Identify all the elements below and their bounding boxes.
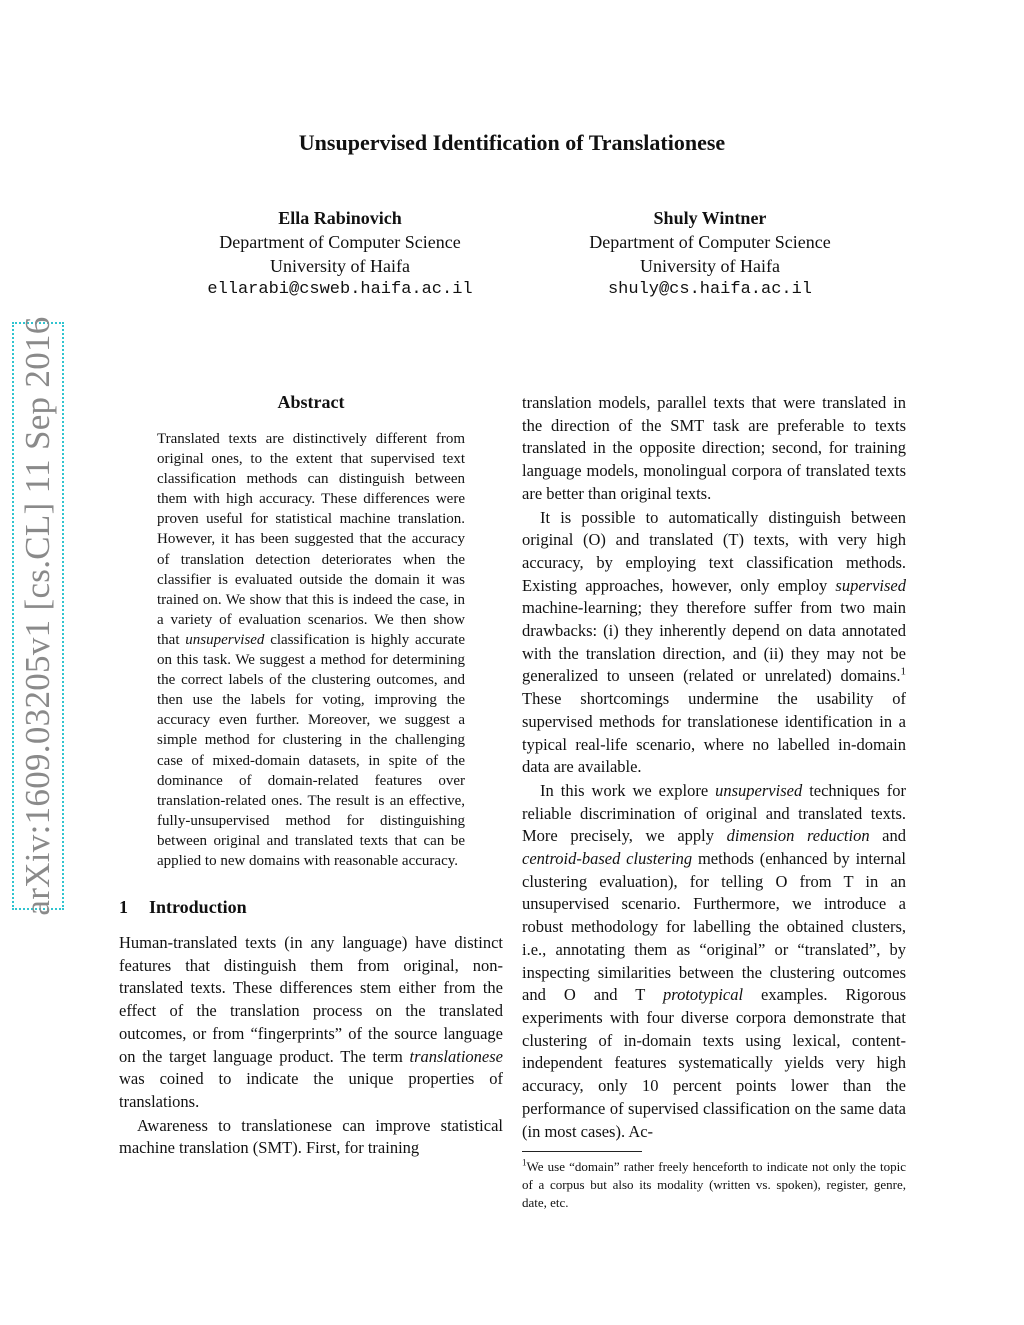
left-column [119, 392, 503, 1160]
paper-title: Unsupervised Identification of Translationese [298, 130, 726, 155]
intro-paragraph-1: Human-translated texts (in any language) have distinct features that distinguish them from original, non-translated texts. These differences stem either from the effect of the translation process on the translated outcomes, or from “fingerprints” of the source language on the target language product. The term translationese was coined to indicate the unique properties of translations. [119, 933, 503, 1111]
right-paragraph-1: translation models, parallel texts that were translated in the direction of the SMT task are preferable to texts translated in the opposite direction; second, for training language models, monolingual corpora of translated texts are better than original texts. [522, 393, 906, 503]
footnote: $^1$We use “domain” rather freely henceforth to indicate not only the topic of a corpus but also its modality (written vs. spoken), register, genre, date, etc. [522, 1157, 906, 1211]
author-university: University of Haifa [640, 256, 780, 276]
footnote-divider [522, 1151, 642, 1152]
arxiv-stamp-text: arXiv:1609.03205v1 [cs.CL] 11 Sep 2016 [18, 316, 57, 916]
author-name: Ella Rabinovich [278, 208, 402, 228]
author-department: Department of Computer Science [219, 232, 461, 252]
section-heading-introduction: 1 Introduction [119, 897, 247, 918]
abstract-text: Translated texts are distinctively different from original ones, to the extent that supervised text classification methods can distinguish between them with high accuracy. These differences were proven useful for statistical machine translation. However, it has been suggested that the accuracy of translation detection deteriorates when the classifier is evaluated outside the domain it was trained on. We show that this is indeed the case, in a variety of evaluation scenarios. We then show that unsupervised classification is highly accurate on this task. We suggest a method for determining the correct labels of the clustering outcomes, and then use the labels for voting, improving the accuracy even further. Moreover, we suggest a simple method for clustering in the challenging case of mixed-domain datasets, in spite of the dominance of domain-related features over translation-related ones. The result is an effective, fully-unsupervised method for distinguishing between original and translated texts that can be applied to new domains with reasonable accuracy. [157, 431, 465, 869]
abstract-heading: Abstract [277, 392, 345, 412]
author-block-1 [160, 206, 520, 302]
author-block-2 [530, 206, 890, 302]
right-column [522, 392, 906, 1212]
author-email: shuly@cs.haifa.ac.il [607, 280, 813, 299]
author-university: University of Haifa [270, 256, 410, 276]
author-email: ellarabi@csweb.haifa.ac.il [207, 280, 473, 299]
author-name: Shuly Wintner [653, 208, 767, 228]
right-paragraph-2: It is possible to automatically distinguish between original (O) and translated (T) texts, with very high accuracy, by employing text classification methods. Existing approaches, however, only employ supervised machine-learning; they therefore suffer from two main drawbacks: (i) they inherently depend on data annotated with the translation direction, and (ii) they may not be generalized to unseen (related or unrelated) domains.$^1$ These shortcomings undermine the usability of supervised methods for translationese identification in a typical real-life scenario, where no labelled in-domain data are available. [522, 507, 906, 777]
right-paragraph-3: In this work we explore unsupervised techniques for reliable discrimination of original and translated texts. More precisely, we apply dimension reduction and centroid-based clustering methods (enhanced by internal clustering evaluation), for telling O from T in an unsupervised scenario. Furthermore, we introduce a robust methodology for labelling the obtained clusters, i.e., annotating them as “original” or “translated”, by inspecting similarities between the clustering outcomes and O and T prototypical examples. Rigorous experiments with four diverse corpora demonstrate that clustering of in-domain texts using lexical, content-independent features systematically yields very high accuracy, only 10 percent points lower than the performance of supervised classification on the same data (in most cases). Ac- [522, 780, 906, 1141]
author-department: Department of Computer Science [589, 232, 831, 252]
footnote-reference: 1 [900, 665, 906, 678]
arxiv-stamp [12, 316, 64, 916]
intro-paragraph-2: Awareness to translationese can improve statistical machine translation (SMT). First, for training [119, 1115, 503, 1158]
